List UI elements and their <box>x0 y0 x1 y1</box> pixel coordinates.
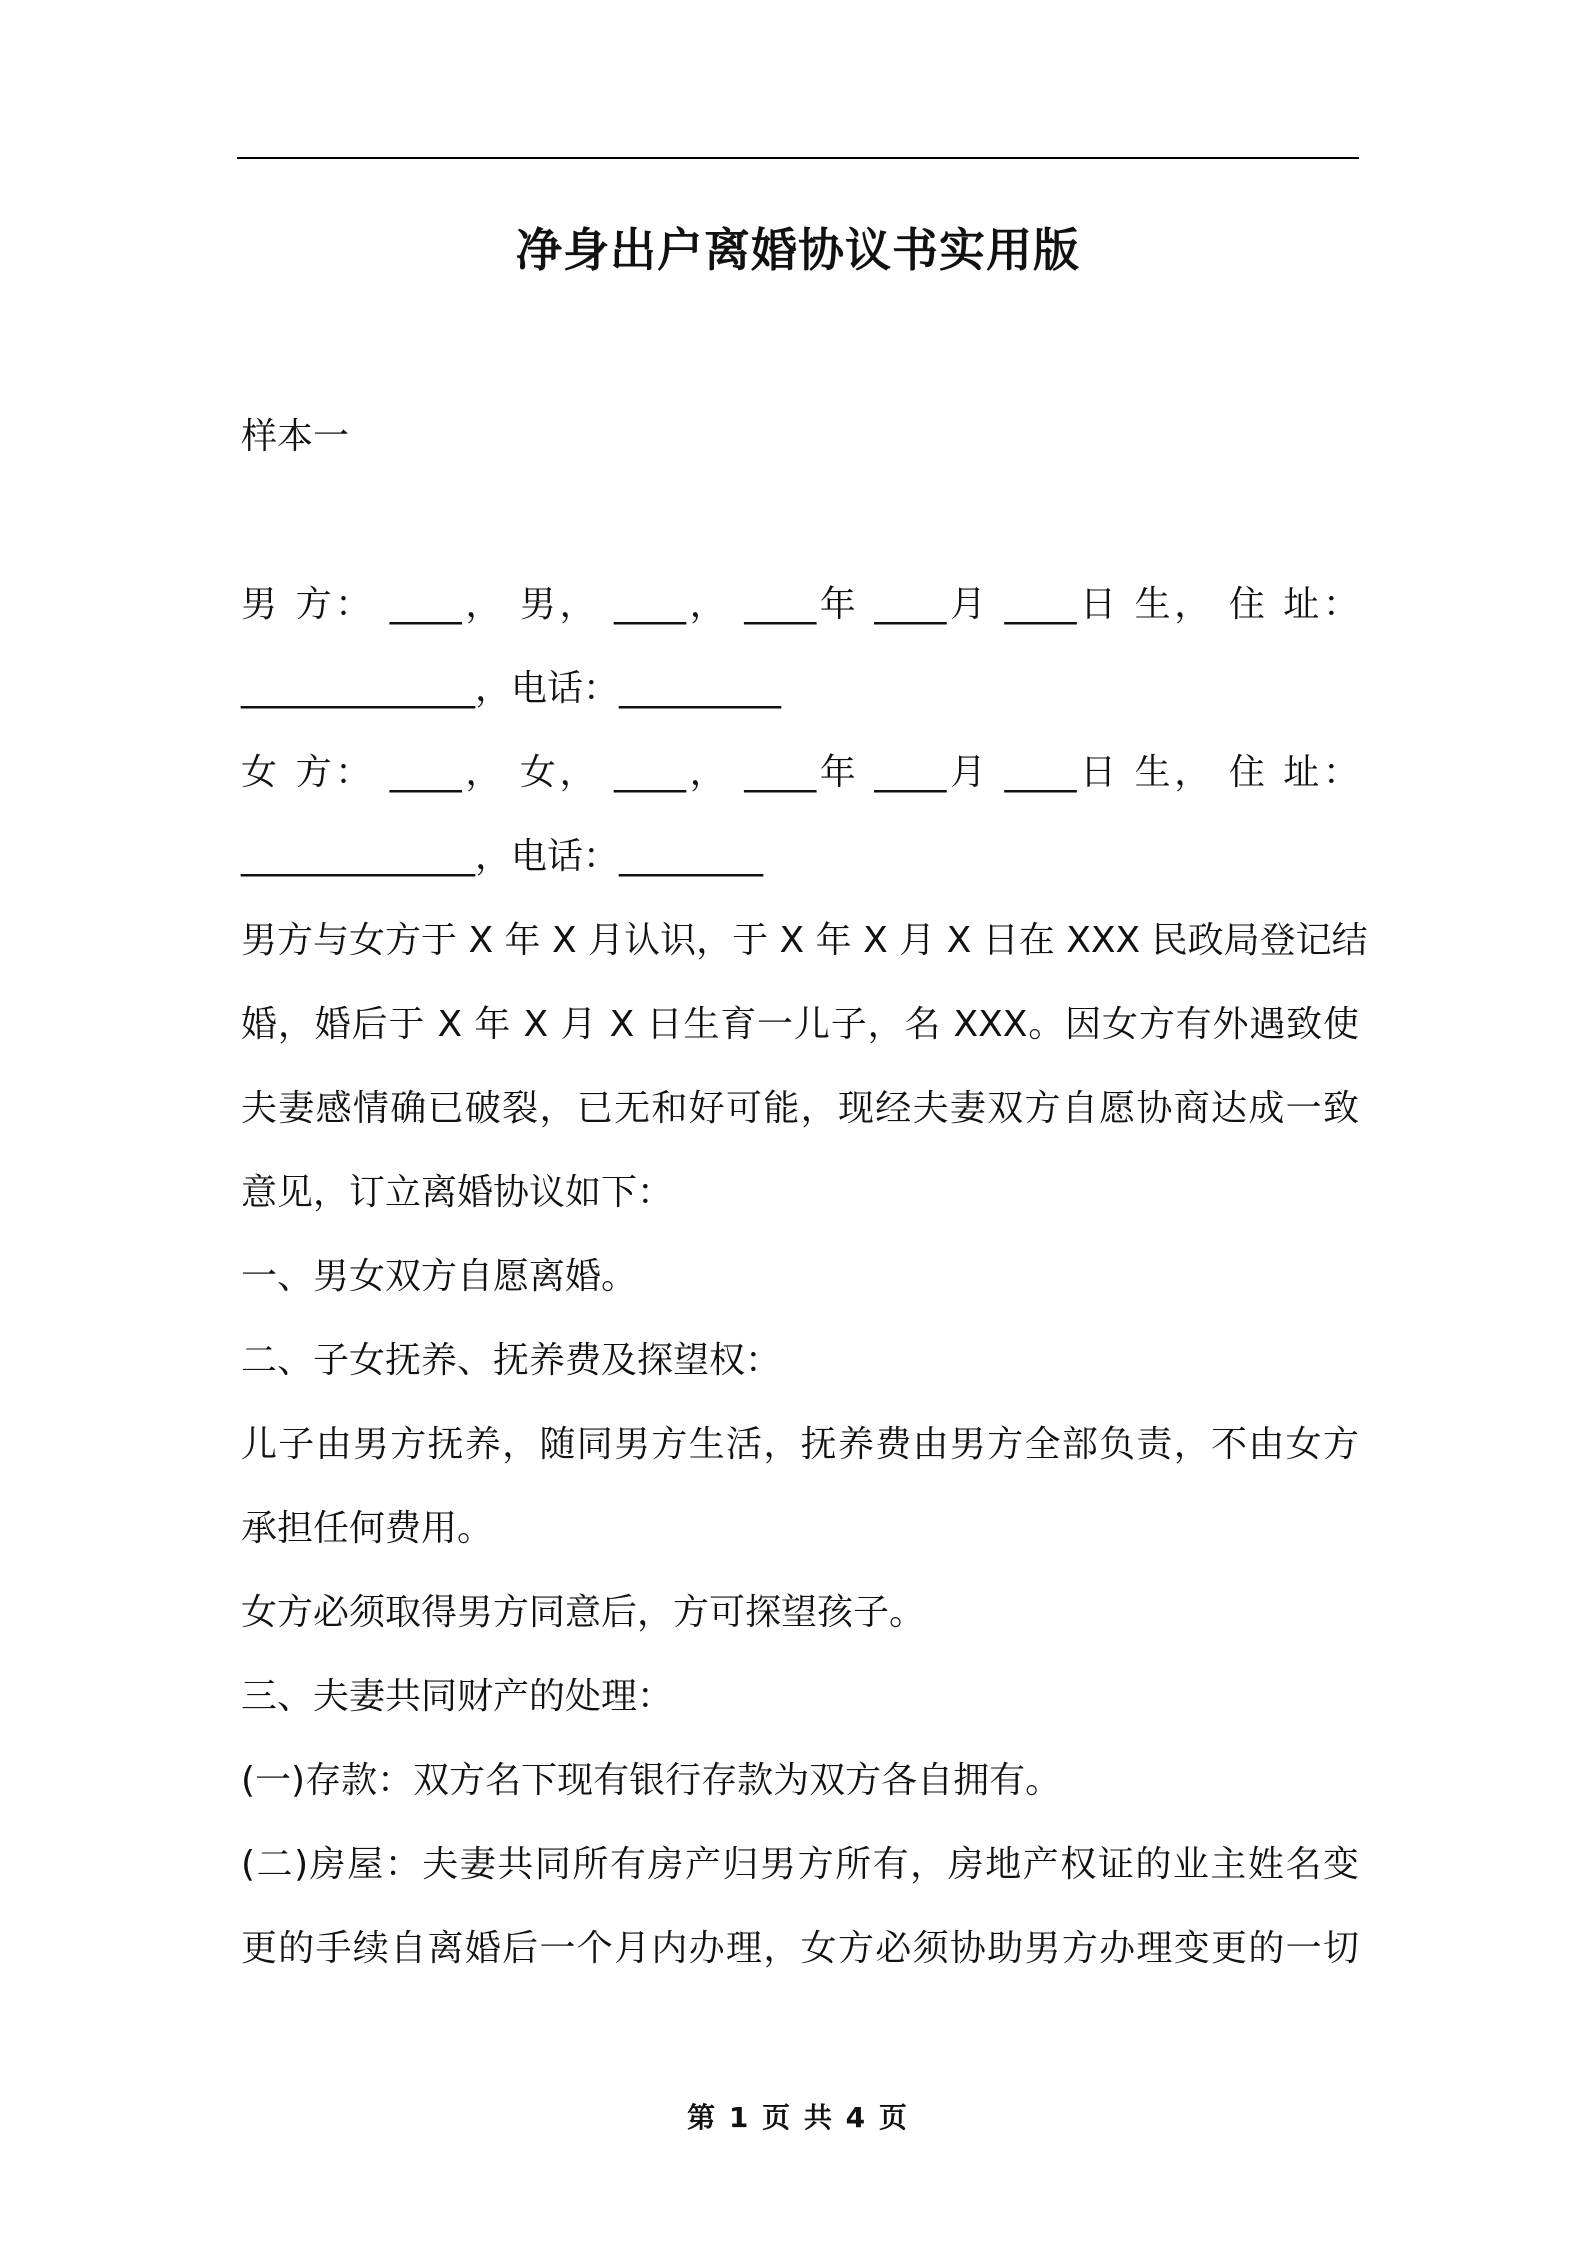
party-male-line-1: 男 方： ____， 男， ____， ____年 ____月 ____日 生， 住 址： <box>241 584 1359 625</box>
body-text-line: 更的手续自离婚后一个月内办理，女方必须协助男方办理变更的一切 <box>241 1928 1359 1969</box>
body-text-line: 儿子由男方抚养，随同男方生活，抚养费由男方全部负责，不由女方 <box>241 1424 1359 1465</box>
document-title: 净身出户离婚协议书实用版 <box>516 223 1080 277</box>
body-text-line: (一)存款：双方名下现有银行存款为双方各自拥有。 <box>241 1760 1062 1801</box>
sample-label: 样本一 <box>241 416 350 457</box>
body-text-line: 承担任何费用。 <box>241 1508 494 1549</box>
party-female-line-1: 女 方： ____， 女， ____， ____年 ____月 ____日 生， 住 址： <box>241 752 1359 793</box>
body-text-line: 夫妻感情确已破裂，已无和好可能，现经夫妻双方自愿协商达成一致 <box>241 1088 1359 1129</box>
clause-heading: 三、夫妻共同财产的处理： <box>241 1676 674 1717</box>
party-female-line-2: _____________，电话：________ <box>241 836 764 877</box>
body-text-line: 意见，订立离婚协议如下： <box>241 1172 674 1213</box>
party-male-line-2: _____________，电话：_________ <box>241 668 782 709</box>
body-text-line: (二)房屋：夫妻共同所有房产归男方所有，房地产权证的业主姓名变 <box>241 1844 1359 1885</box>
body-text-line: 婚，婚后于 X 年 X 月 X 日生育一儿子，名 XXX。因女方有外遇致使 <box>241 1004 1359 1045</box>
clause-heading: 二、子女抚养、抚养费及探望权： <box>241 1340 782 1381</box>
header-rule <box>237 157 1359 159</box>
body-text-line: 男方与女方于 X 年 X 月认识，于 X 年 X 月 X 日在 XXX 民政局登记结 <box>241 920 1368 961</box>
body-text-line: 女方必须取得男方同意后，方可探望孩子。 <box>241 1592 926 1633</box>
clause-heading: 一、男女双方自愿离婚。 <box>241 1256 638 1297</box>
page-number-footer: 第 1 页 共 4 页 <box>687 2101 909 2134</box>
